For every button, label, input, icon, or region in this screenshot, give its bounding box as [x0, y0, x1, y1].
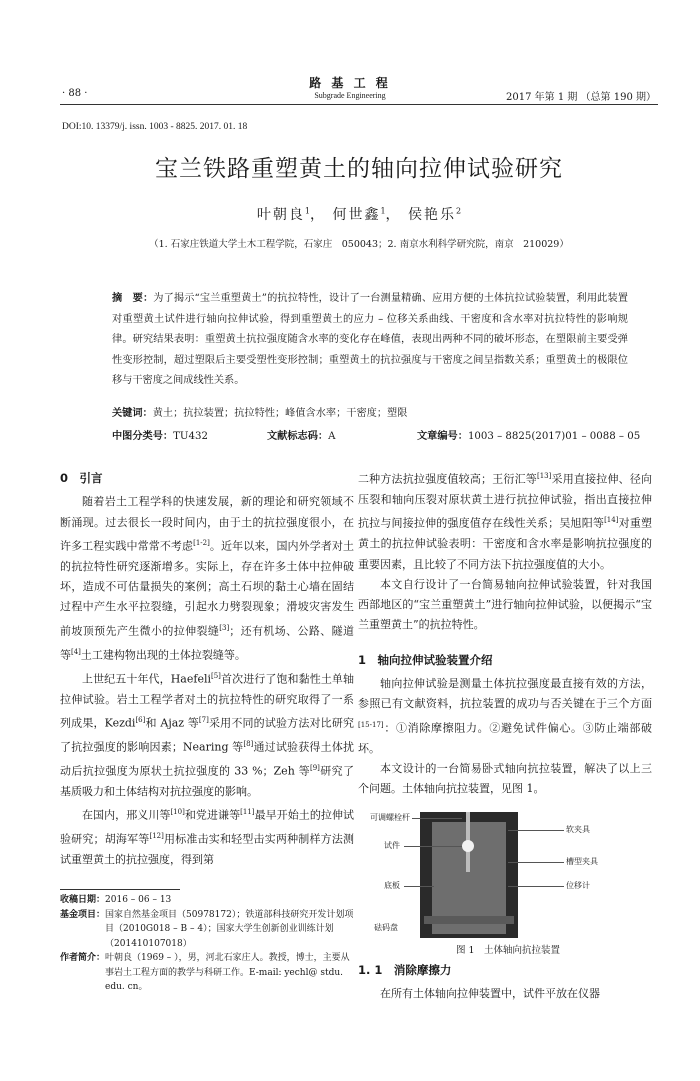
paragraph [60, 666, 354, 802]
journal-name-en: Subgrade Engineering [314, 91, 386, 100]
text-run: 。近年以来，国内外学者对土的抗拉特性研究逐渐增多。实际上，存在许多土体中拉伸破坏，造成不可估量损失的案例；高土石坝的黏土心墙在固结过程中产生水平拉裂缝，引起水力劈裂现象；滑坡灾害发生前坡顶预先产生微小的拉伸裂缝 [60, 539, 355, 638]
footnote-fund [60, 908, 354, 952]
paragraph: 本文设计的一台简易卧式轴向抗拉装置，解决了以上三个问题。土体轴向抗拉装置，见图 1。 [358, 761, 652, 796]
figure-label-weight-tray: 砝码盘 [374, 923, 398, 932]
footnote-key: 作者简介： [60, 953, 106, 963]
document-code [267, 427, 335, 442]
page-number: · 88 · [62, 88, 88, 99]
text-run: 首次进行了饱和黏性土单轴拉伸试验。岩土工程学者对土的抗拉特性的研究取得了一系列成果，Kezdi [60, 672, 354, 730]
footnote-value: 国家自然基金项目（50978172）；铁道部科技研究开发计划项目（2010G018 – B – 4）；国家大学生创新创业训练计划（201410107018） [105, 909, 354, 949]
text-run: 和党进谦等 [184, 808, 241, 822]
text-run: 上世纪五十年代，Haefeli [82, 672, 211, 686]
doi: DOI:10. 13379/j. issn. 1003 - 8825. 2017. 01. 18 [62, 122, 248, 132]
keywords-text: 黄土；抗拉装置；抗拉特性；峰值含水率；干密度；塑限 [152, 408, 408, 419]
leader-line [404, 886, 434, 887]
text-run: 研究了基质吸力和土体结构对抗拉强度的影响。 [60, 764, 354, 798]
leader-line [508, 862, 564, 863]
citation: [8] [243, 739, 254, 748]
footnote-author [60, 951, 354, 995]
footnote-value: 2016 – 06 – 13 [105, 895, 172, 905]
text-run: 土工建构物出现的土体拉裂缝等。 [80, 648, 246, 662]
figure-label-groove-clamp: 槽型夹具 [566, 857, 598, 866]
citation: [7] [198, 715, 209, 724]
citation: [5] [211, 671, 221, 680]
journal-header [250, 74, 450, 100]
section-heading-intro: 0 引言 [60, 471, 103, 485]
left-column [60, 468, 354, 870]
footnote-key: 收稿日期： [60, 895, 106, 905]
paragraph [358, 466, 652, 575]
author-affil-mark: 1 [304, 206, 310, 216]
author-list: 叶朝良$^1$， 何世鑫$^1$， 侯艳乐$^2$ [256, 206, 462, 223]
footnote-key: 基金项目： [60, 909, 106, 920]
leader-line [412, 818, 462, 819]
section-heading-1-1: 1. 1 消除摩擦力 [358, 963, 452, 977]
clc-number [112, 427, 208, 442]
text-run: 轴向拉伸试验是测量土体抗拉强度最直接有效的方法，参照已有文献资料，抗拉装置的成功与否关键在于三个方面 [358, 676, 652, 711]
doc-code-label: 文献标志码： [267, 431, 329, 442]
affiliation: （1. 石家庄铁道大学土木工程学院，石家庄 050043；2. 南京水利科学研究院，南京 210029） [149, 239, 569, 250]
citation: [9] [310, 763, 320, 772]
paragraph [358, 674, 652, 759]
paragraph [60, 492, 354, 665]
figure-caption: 图 1 土体轴向抗拉装置 [455, 945, 561, 956]
text-run: 在国内，邢义川等 [82, 808, 171, 822]
citation: [12] [149, 832, 164, 840]
section-heading-1: 1 轴向拉伸试验装置介绍 [358, 652, 493, 667]
figure-1 [358, 812, 658, 954]
abstract-label: 摘 要： [112, 293, 154, 304]
figure-label-dial-gauge: 位移计 [566, 881, 590, 890]
text-run: 对重塑黄土的抗拉伸试验表明：干密度和含水率是影响抗拉强度的重要因素，且比较了不同方法下抗拉强度值的大小。 [358, 516, 653, 571]
issue-info: 2017 年第 1 期 （总第 190 期） [506, 92, 656, 103]
leader-line [508, 830, 564, 831]
text-run: 采用不同的试验方法对比研究了抗拉强度的影响因素；Nearing 等 [60, 716, 355, 754]
text-run: 用标准击实和轻型击实两种制样方法测试重塑黄土的抗拉强度，得到第 [60, 832, 355, 866]
article-number-label: 文章编号： [417, 431, 468, 442]
author-name: 侯艳乐 [408, 207, 456, 223]
paper-title: 宝兰铁路重塑黄土的轴向拉伸试验研究 [155, 156, 563, 182]
author-affil-mark: 1 [380, 206, 386, 216]
text-run: 采用直接拉伸、径向压裂和轴向压裂对原状黄土进行抗拉伸试验，指出直接拉伸抗拉与间接拉伸的强度值存在线性关系；吴旭阳等 [358, 472, 653, 530]
abstract-text: 为了揭示“宝兰重塑黄土”的抗拉特性，设计了一台测量精确、应用方便的土体抗拉试验装置，利用此装置对重塑黄土试件进行轴向拉伸试验，得到重塑黄土的应力 – 位移关系曲线、干密度和含水率对抗拉特性的影响规律。研究结果表明：重塑黄土抗拉强度随含水率的变化存在峰值，表现出两种不同的破坏形态，在塑限前主要受弹性变形控制，超过塑限后主要受塑性变形控制；重塑黄土的抗拉强度与干密度之间呈指数关系；重塑黄土的极限位移与干密度之间成线性关系。 [112, 293, 628, 386]
author-name: 何世鑫 [332, 207, 381, 223]
doc-code-value: A [328, 431, 336, 442]
right-column-continued [358, 960, 652, 1005]
citation: [14] [604, 516, 619, 525]
text-run: 最早开始土的拉伸试验研究；胡海军等 [60, 808, 355, 846]
citation: [10] [170, 808, 185, 817]
leader-line [508, 886, 564, 887]
figure-label-base-plate: 底板 [384, 881, 400, 890]
footnote-received [60, 893, 354, 908]
author-name: 叶朝良 [256, 207, 305, 223]
text-run: 通过试验获得土体扰动后抗拉强度为原状土抗拉强度的 33 %；Zeh 等 [60, 740, 355, 778]
figure-label-specimen: 试件 [384, 841, 400, 850]
text-run: 随着岩土工程学科的快速发展，新的理论和研究领域不断涌现。过去很长一段时间内，由于土的抗拉强度很小，在许多工程实践中常常不考虑 [60, 495, 354, 553]
citation: [11] [240, 808, 255, 817]
right-column [358, 466, 652, 799]
citation: [3] [219, 623, 230, 632]
text-run: 和 Ajaz 等 [145, 716, 199, 730]
article-number-value: 1003 – 8825(2017)01 – 0088 – 05 [467, 431, 641, 442]
apparatus-specimen [462, 840, 474, 852]
paragraph: 本文自行设计了一台简易轴向拉伸试验装置，针对我国西部地区的“宝兰重塑黄土”进行轴向拉伸试验，以便揭示“宝兰重塑黄土”的抗拉特性。 [358, 577, 652, 632]
paragraph [60, 802, 354, 870]
figure-label-screw-rod: 可调螺栓杆 [370, 813, 410, 822]
leader-line [404, 846, 462, 847]
footnote-value: 叶朝良（1969 – ），男，河北石家庄人。教授，博士，主要从事岩土工程方面的教学与科研工作。E-mail: yechl@ stdu. edu. cn。 [105, 953, 350, 992]
citation: [15-17] [358, 720, 384, 729]
header-rule [60, 104, 658, 105]
article-number [417, 427, 640, 442]
apparatus-bar [424, 916, 514, 924]
text-run: ：①消除摩擦阻力。②避免试件偏心。③防止端部破坏。 [358, 721, 652, 755]
citation: [1-2] [193, 538, 210, 547]
citation: [13] [536, 472, 552, 480]
author-affil-mark: 2 [456, 206, 462, 216]
clc-value: TU432 [173, 431, 208, 442]
paragraph: 在所有土体轴向拉伸装置中，试件平放在仪器 [380, 987, 600, 1001]
text-run: ；还有机场、公路、隧道等 [60, 624, 355, 662]
footnote [60, 893, 354, 995]
text-run: 二种方法抗拉强度值较高；王衍汇等 [358, 472, 537, 486]
journal-name: 路 基 工 程 [309, 76, 391, 90]
keywords-label: 关键词： [112, 408, 153, 419]
abstract [112, 289, 628, 392]
figure-label-soft-clamp: 软夹具 [566, 825, 590, 834]
citation: [6] [135, 715, 146, 724]
clc-label: 中图分类号： [112, 431, 174, 442]
keywords [112, 404, 628, 419]
citation: [4] [71, 647, 81, 656]
footnote-rule [60, 889, 180, 890]
